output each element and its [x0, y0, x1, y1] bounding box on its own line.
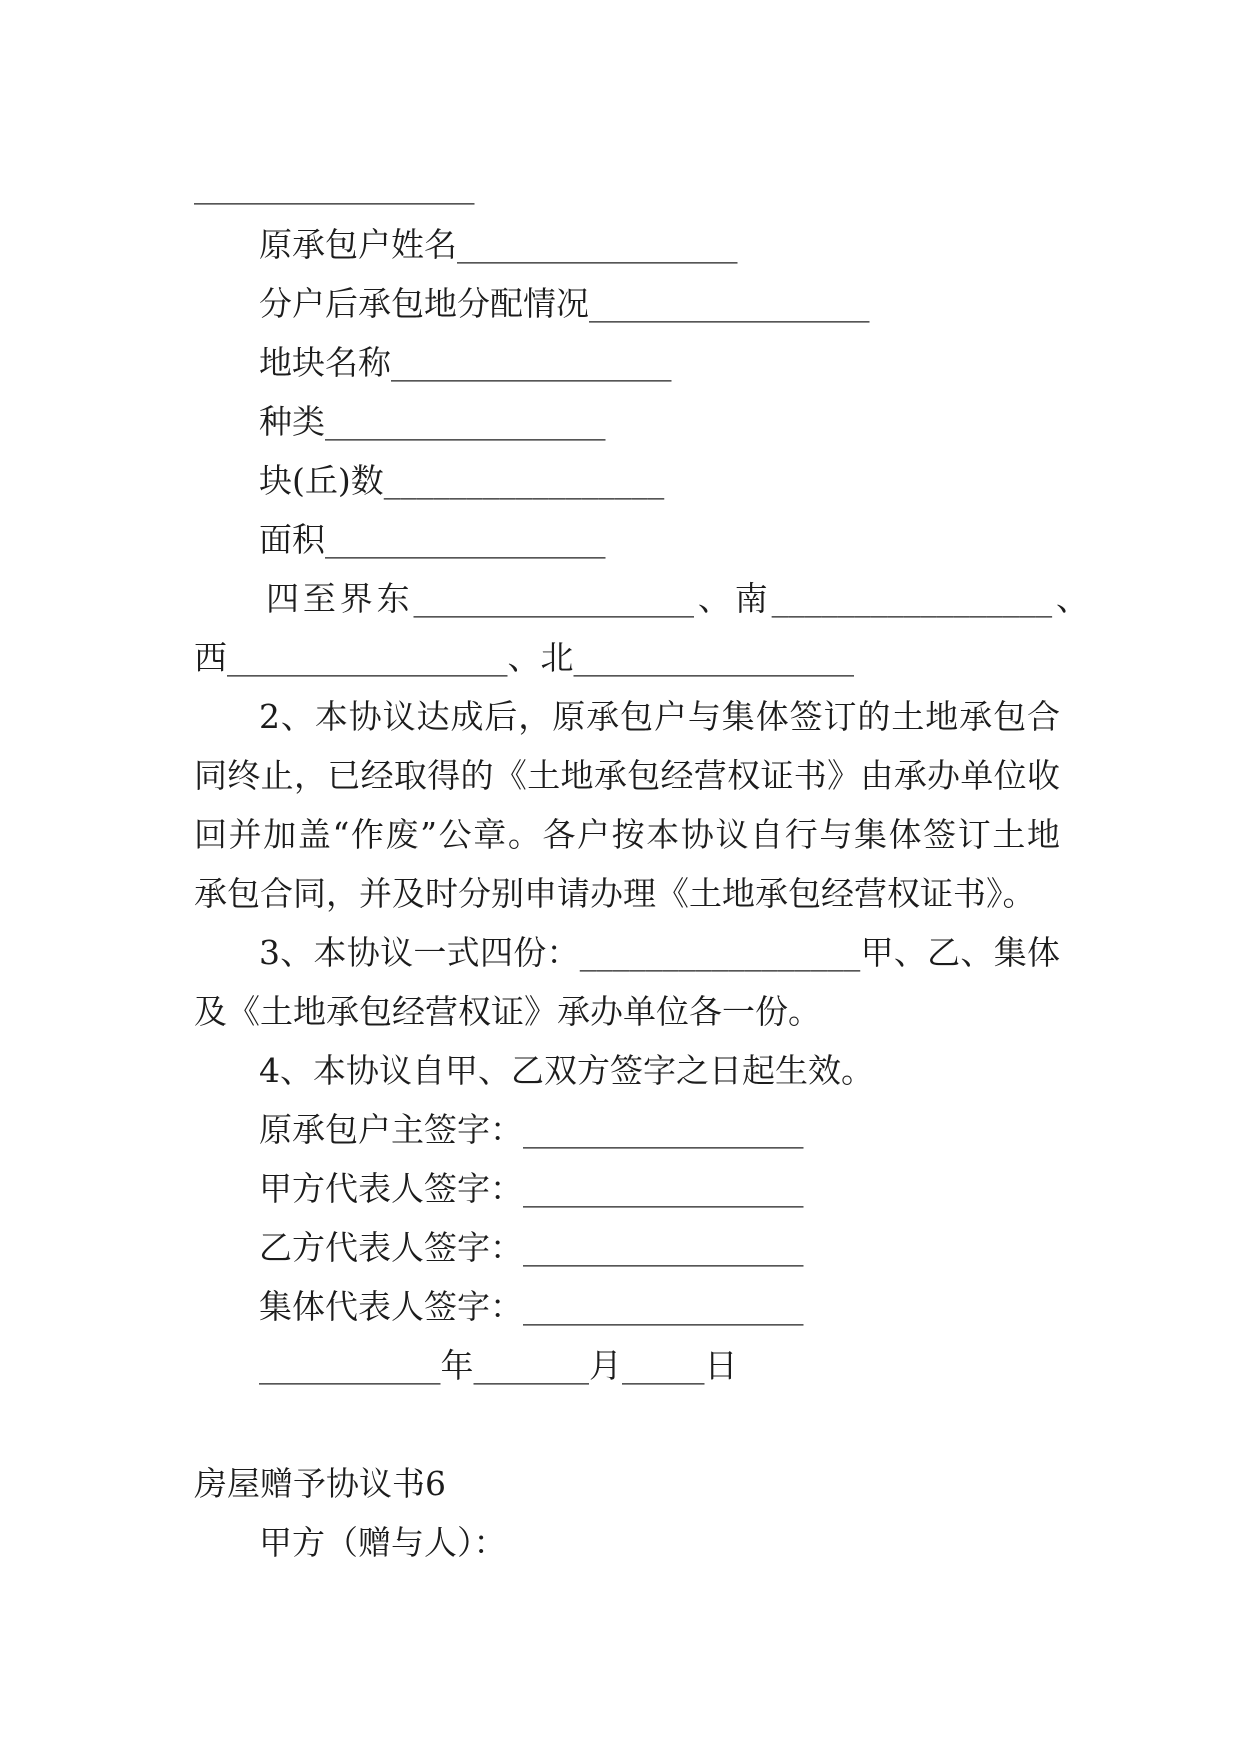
clause-2-line: 同终止，已经取得的《土地承包经营权证书》由承办单位收 [194, 756, 1060, 795]
clause-2-line: 承包合同，并及时分别申请办理《土地承包经营权证书》。 [194, 874, 1036, 913]
boundaries-east-south-field: 四至界东_________________、南_________________、 [266, 579, 1089, 618]
area-field: 面积_________________ [259, 520, 606, 559]
signature-date: ___________年_______月_____日 [259, 1346, 738, 1385]
section-spacer [0, 1395, 1241, 1454]
clause-3-line: 3、本协议一式四份：_________________甲、乙、集体 [259, 933, 1060, 972]
clause-2-line: 2、本协议达成后，原承包户与集体签订的土地承包合 [259, 697, 1060, 736]
top-blank-line: _________________ [194, 166, 475, 205]
collective-representative-signature: 集体代表人签字：_________________ [259, 1287, 804, 1326]
next-section-title: 房屋赠予协议书6 [194, 1464, 446, 1503]
original-household-head-signature: 原承包户主签字：_________________ [259, 1110, 804, 1149]
original-contractor-name-field: 原承包户姓名_________________ [259, 225, 738, 264]
clause-3-line: 及《土地承包经营权证》承办单位各一份。 [194, 992, 821, 1031]
party-b-representative-signature: 乙方代表人签字：_________________ [259, 1228, 804, 1267]
allocation-after-split-field: 分户后承包地分配情况_________________ [259, 284, 870, 323]
party-a-donor-label: 甲方（赠与人）： [259, 1523, 507, 1562]
category-field: 种类_________________ [259, 402, 606, 441]
boundaries-west-north-field: 西_________________、北_________________ [194, 638, 854, 677]
plot-name-field: 地块名称_________________ [259, 343, 672, 382]
party-a-representative-signature: 甲方代表人签字：_________________ [259, 1169, 804, 1208]
document-body [0, 156, 1241, 1572]
clause-4: 4、本协议自甲、乙双方签字之日起生效。 [259, 1051, 874, 1090]
clause-2-line: 回并加盖“作废”公章。各户按本协议自行与集体签订土地 [194, 815, 1060, 854]
plot-count-field: 块(丘)数_________________ [259, 461, 665, 500]
